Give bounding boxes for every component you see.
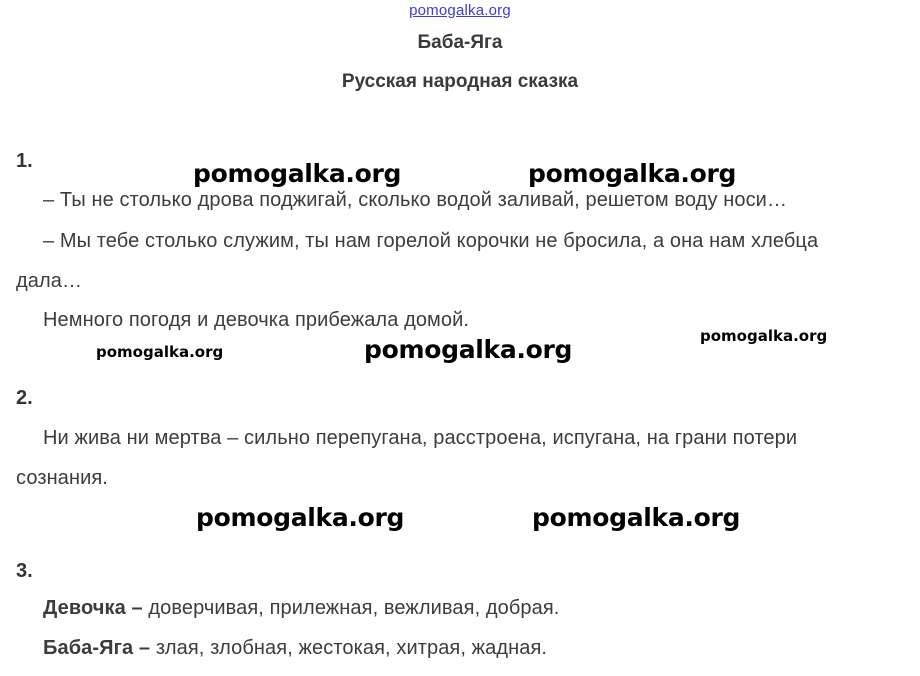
watermark-3: pomogalka.org	[700, 327, 828, 345]
section-3-item-girl	[43, 597, 559, 620]
item-girl-separator: –	[125, 597, 149, 619]
item-babayaga-text: злая, злобная, жестокая, хитрая, жадная.	[155, 637, 548, 659]
watermark-6: pomogalka.org	[196, 503, 405, 532]
section-2-line-2: сознания.	[16, 467, 108, 489]
section-3-number: 3.	[16, 560, 33, 582]
section-1-line-1: – Ты не столько дрова поджигай, сколько водой заливай, решетом воду носи…	[43, 189, 788, 211]
item-babayaga-term: Баба-Яга	[43, 637, 134, 659]
section-2-number: 2.	[16, 387, 33, 409]
watermark-5: pomogalka.org	[364, 335, 573, 364]
section-1-number: 1.	[16, 150, 33, 172]
page-subtitle: Русская народная сказка	[341, 71, 579, 92]
section-2-line-1: Ни жива ни мертва – сильно перепугана, расстроена, испугана, на грани потери	[43, 427, 798, 449]
watermark-4: pomogalka.org	[96, 343, 224, 361]
item-babayaga-separator: –	[133, 637, 156, 659]
watermark-1: pomogalka.org	[193, 159, 402, 188]
site-link[interactable]: pomogalka.org	[409, 2, 511, 19]
item-girl-text: доверчивая, прилежная, вежливая, добрая.	[148, 597, 560, 619]
section-1-line-3: дала…	[16, 270, 83, 292]
item-girl-term: Девочка	[43, 597, 126, 619]
page-title: Баба-Яга	[417, 32, 503, 53]
section-1-line-2: – Мы тебе столько служим, ты нам горелой корочки не бросила, а она нам хлебца	[43, 230, 819, 252]
section-3-item-babayaga	[43, 637, 547, 660]
watermark-2: pomogalka.org	[528, 159, 737, 188]
watermark-7: pomogalka.org	[532, 503, 741, 532]
section-1-line-4: Немного погодя и девочка прибежала домой.	[43, 309, 470, 331]
